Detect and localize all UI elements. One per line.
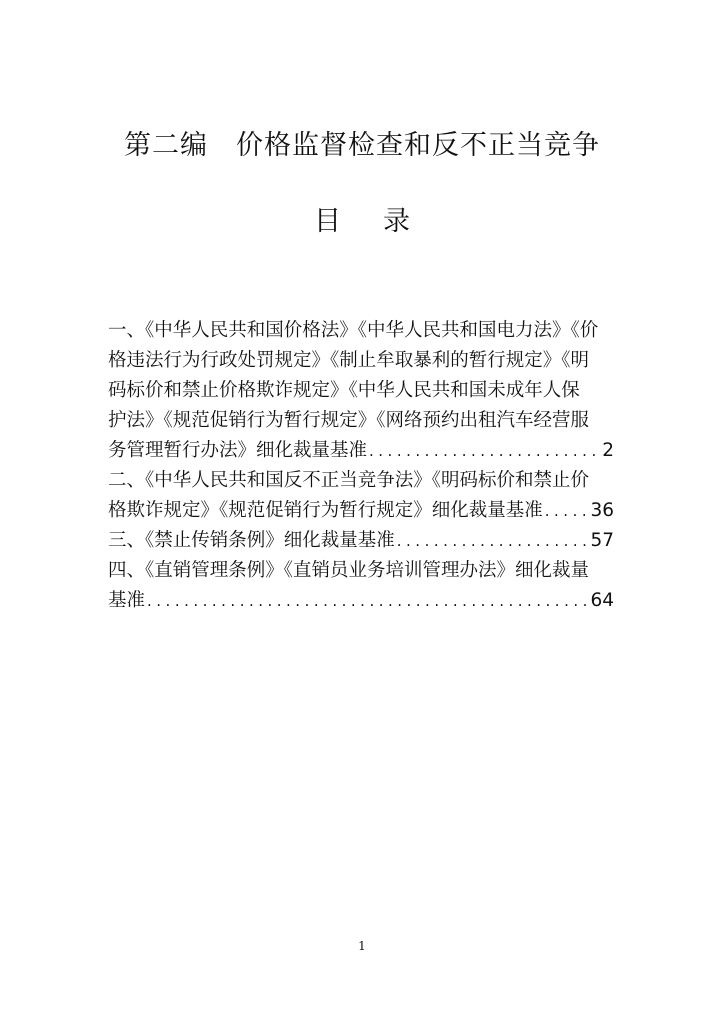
toc-entry-text: 基准 (108, 590, 146, 611)
toc-entry-3[interactable] (108, 526, 614, 556)
toc-page-number: 64 (590, 590, 614, 611)
toc-entry-2[interactable] (108, 466, 614, 526)
toc-heading-left: 目 (314, 206, 341, 237)
toc-entry-1[interactable] (108, 316, 614, 466)
toc-entry-last-line (108, 436, 614, 466)
toc-entry-last-line (108, 526, 614, 556)
toc-entry-line: 护法》《规范促销行为暂行规定》《网络预约出租汽车经营服 (108, 410, 590, 431)
toc-entry-line: 码标价和禁止价格欺诈规定》《中华人民共和国未成年人保 (108, 380, 580, 401)
toc-entry-line: 四、《直销管理条例》《直销员业务培训管理办法》细化裁量 (108, 560, 590, 581)
toc-page-number: 57 (590, 530, 614, 551)
dot-leader (397, 526, 587, 556)
toc-entry-text: 务管理暂行办法》细化裁量基准 (108, 440, 368, 461)
part-title: 第二编 价格监督检查和反不正当竞争 (124, 130, 600, 161)
toc-entry-4[interactable] (108, 556, 614, 616)
dot-leader (369, 436, 598, 466)
toc-entry-line: 格违法行为行政处罚规定》《制止牟取暴利的暂行规定》《明 (108, 350, 590, 371)
dot-leader (147, 586, 586, 616)
toc-heading-right: 录 (383, 206, 410, 237)
page-number: 1 (358, 939, 366, 953)
toc-entry-line: 一、《中华人民共和国价格法》《中华人民共和国电力法》《价 (108, 320, 599, 341)
table-of-contents (108, 316, 614, 616)
dot-leader (545, 496, 587, 526)
toc-entry-line: 二、《中华人民共和国反不正当竞争法》《明码标价和禁止价 (108, 470, 590, 491)
toc-page-number: 2 (602, 440, 614, 461)
toc-entry-text: 三、《禁止传销条例》细化裁量基准 (108, 530, 395, 551)
toc-entry-last-line (108, 496, 614, 526)
toc-entry-text: 格欺诈规定》《规范促销行为暂行规定》细化裁量基准 (108, 500, 543, 521)
toc-entry-last-line (108, 586, 614, 616)
toc-page-number: 36 (590, 500, 614, 521)
toc-heading (0, 204, 724, 240)
